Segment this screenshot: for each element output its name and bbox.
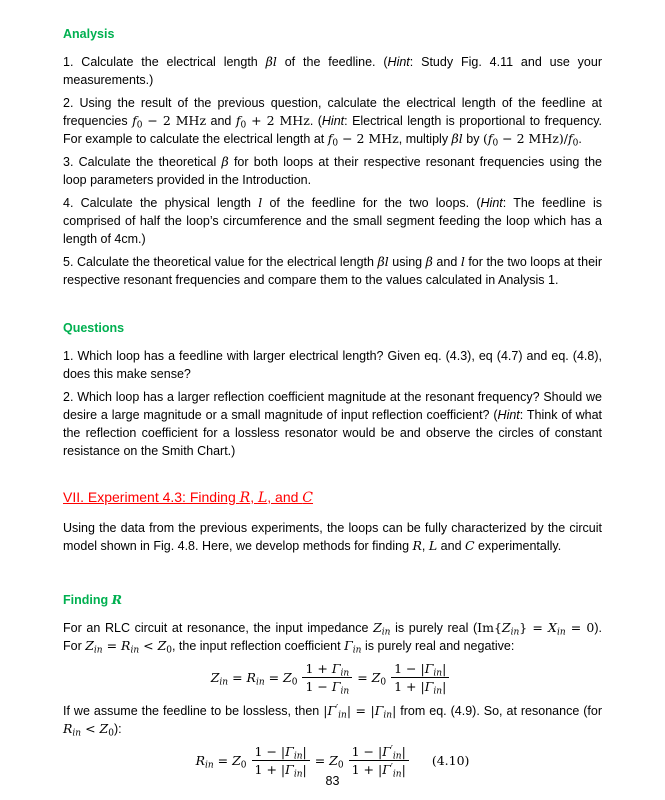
text-run: Finding [63, 593, 112, 607]
finding-r-section [63, 591, 602, 778]
text-run: in [556, 627, 566, 638]
text-run: in [219, 677, 229, 687]
text-run: 4. Calculate the physical length [63, 196, 259, 210]
text-run: = [102, 638, 122, 653]
text-run: . [578, 132, 582, 146]
fraction-numerator [252, 743, 310, 761]
text-run: , multiply [398, 132, 452, 146]
text-run: f [487, 131, 493, 146]
text-run: in [381, 627, 391, 638]
text-run: Z [232, 752, 241, 768]
question-item-2 [63, 388, 602, 460]
text-run: Hint [497, 408, 520, 422]
text-run: . ( [309, 114, 322, 128]
text-run: in [433, 686, 443, 697]
text-run: , the input reflection coefficient [171, 639, 345, 653]
text-run: in [72, 728, 82, 739]
text-run: VII. Experiment 4.3: Finding [63, 489, 240, 505]
text-run: in [510, 627, 520, 638]
text-run: l [258, 195, 263, 210]
text-run: − 2 MHz [142, 113, 207, 128]
text-run: of the feedline for the two loops. ( [262, 196, 481, 210]
text-run: | [302, 744, 307, 759]
text-run: by [462, 132, 483, 146]
text-run: Z [501, 620, 511, 635]
analysis-item-4 [63, 194, 602, 248]
text-run: 1. Which loop has a feedline with larger electrical length? Given eq. (4.3), eq (4.7) and eq. (4.8), does this make sense? [63, 349, 602, 381]
text-run: in [255, 677, 265, 687]
equation-mid [315, 752, 344, 770]
text-run: 0 [492, 138, 499, 149]
experiment-heading [63, 488, 602, 507]
text-run: Γ [285, 744, 294, 759]
text-run: in [93, 645, 103, 656]
text-run: 3. Calculate the theoretical [63, 155, 222, 169]
text-run: 0 [380, 677, 387, 687]
text-run: Hint [321, 114, 345, 128]
text-run: | [401, 744, 406, 759]
text-run: ′ [336, 704, 339, 714]
text-run: : The feedline is comprised of half the loop’s circumference and the small segment feeding the loop which has a length of 4cm.) [63, 196, 603, 246]
text-run: L [257, 490, 268, 506]
questions-section [63, 319, 602, 460]
text-run: } = [519, 620, 549, 635]
text-run: < [81, 721, 100, 736]
text-run: Z [283, 669, 292, 685]
text-run: Z [373, 620, 382, 635]
text-run: X [548, 620, 557, 635]
text-run: − 2 MHz)/ [498, 131, 568, 146]
finding-r-heading [63, 591, 602, 609]
text-run: | [401, 762, 406, 777]
text-run: 0 [291, 677, 298, 687]
text-run: l [460, 254, 465, 269]
text-run: Γ [331, 661, 341, 676]
fraction [391, 660, 449, 695]
text-run: and [206, 114, 236, 128]
text-run: | [323, 703, 328, 718]
text-run: f [567, 131, 573, 146]
text-run: 2. Which loop has a larger reflection coefficient magnitude at the resonant frequency? Should we desire a large magnitude or a small magnitude of input reflection coefficient? ( [63, 390, 602, 422]
text-run: 0 [240, 120, 247, 131]
text-run: : Electrical length is proportional to frequency. For example to calculate the electrical length at [63, 114, 603, 146]
text-run: Γ [424, 661, 434, 676]
text-run: in [293, 769, 303, 780]
text-run: in [352, 645, 362, 656]
fraction-denominator [302, 678, 352, 695]
text-run: and [432, 255, 461, 269]
text-run: is purely real and negative: [361, 639, 515, 653]
text-run: 0 [136, 120, 143, 131]
text-run: Γ [382, 762, 391, 777]
text-run: Γ [382, 744, 391, 759]
text-run: 1 − | [254, 744, 286, 759]
finding-r-paragraph-1 [63, 619, 602, 655]
text-run: in [383, 710, 393, 721]
text-run: R [121, 638, 131, 653]
experiment-section [63, 488, 602, 555]
text-run: for both loops at their respective resonant frequencies using the loop parameters provided in the Introduction. [63, 155, 602, 187]
fraction-numerator [349, 743, 409, 761]
text-run: , [421, 539, 429, 553]
text-run: for the two loops at their respective resonant frequencies and compare them to the values calculated in Analysis 1. [63, 255, 602, 287]
text-run: If we assume the feedline to be lossless, then [63, 704, 324, 718]
text-run: f [132, 113, 137, 128]
text-run: R [195, 752, 205, 768]
text-run: 5. Calculate the theoretical value for the electrical length [63, 255, 378, 269]
equation-number: (4.10) [431, 752, 470, 768]
text-run: Using the data from the previous experiments, the loops can be fully characterized by the circuit model shown in Fig. 4.8. Here, we develop methods for finding [63, 521, 602, 553]
text-run: in [340, 668, 350, 679]
text-run: f [235, 113, 241, 128]
text-run: + 2 MHz [246, 113, 310, 128]
text-run: is purely real ( [390, 621, 478, 635]
analysis-item-1 [63, 53, 602, 89]
text-run: | [442, 679, 447, 694]
text-run: β [425, 254, 433, 269]
text-run: 0 [332, 138, 339, 149]
fraction-denominator [391, 678, 449, 695]
text-run: : Study Fig. 4.11 and use your measurements.) [63, 55, 602, 87]
text-run: in [205, 760, 214, 770]
text-run: βl [451, 131, 463, 146]
text-run: 2. Using the result of the previous question, calculate the electrical length of the feedline at frequencies [63, 96, 602, 128]
text-run: Z [210, 669, 220, 685]
text-run: 0 [337, 760, 344, 770]
analysis-item-3 [63, 153, 602, 189]
text-run: ′ [390, 763, 393, 773]
text-run: Z [85, 638, 94, 653]
analysis-section [63, 25, 602, 289]
page-number: 83 [325, 774, 340, 788]
text-run: ). For [63, 621, 602, 653]
text-run: 1 + | [351, 762, 383, 777]
text-run: Γ [424, 679, 434, 694]
fraction-numerator [391, 660, 449, 678]
text-run: R [246, 669, 256, 685]
text-run: Γ [327, 703, 337, 718]
text-run: 0 [108, 728, 114, 739]
text-run: Im{ [477, 620, 502, 635]
text-run: , [250, 489, 258, 505]
text-run: ( [482, 131, 488, 146]
text-run: in [293, 751, 303, 762]
text-run: = [264, 669, 284, 685]
text-run: 1 − [305, 679, 332, 694]
text-run: R [111, 592, 122, 607]
fraction [302, 660, 352, 695]
text-run: R [239, 490, 251, 506]
text-run: − 2 MHz [338, 131, 399, 146]
equation-mid [357, 669, 386, 687]
text-run: β [221, 154, 229, 169]
text-run: C [302, 490, 314, 506]
equation-input-impedance [63, 660, 602, 695]
text-run: f [327, 131, 333, 146]
text-run: | [392, 703, 397, 718]
text-run: in [130, 645, 140, 656]
text-run: R [63, 721, 73, 736]
text-run: For an RLC circuit at resonance, the input impedance [63, 621, 374, 635]
analysis-item-5 [63, 253, 602, 289]
text-run: = [357, 669, 372, 685]
text-run: R [412, 538, 422, 553]
text-run: Γ [374, 703, 384, 718]
questions-heading: Questions [63, 321, 125, 335]
text-run: in [340, 686, 350, 697]
text-run: = [314, 752, 330, 768]
text-run: Γ [285, 762, 294, 777]
text-run: using [388, 255, 426, 269]
text-run: Hint [480, 196, 503, 210]
text-run: , and [267, 489, 303, 505]
text-run: 0 [572, 138, 579, 149]
question-item-1 [63, 347, 602, 383]
text-run: ): [113, 722, 122, 736]
text-run: in [392, 751, 402, 762]
analysis-heading: Analysis [63, 27, 115, 41]
text-run: experimentally. [474, 539, 562, 553]
text-run: Z [99, 721, 109, 736]
finding-r-paragraph-2 [63, 702, 602, 738]
text-run: 1 − | [351, 744, 383, 759]
text-run: 1. Calculate the electrical length [63, 55, 266, 69]
text-run: L [428, 538, 438, 553]
text-run: < [139, 638, 158, 653]
text-run: βl [377, 254, 389, 269]
text-run: 1 + | [394, 679, 425, 694]
text-run: βl [265, 54, 277, 69]
text-run: C [465, 538, 475, 553]
text-run: 1 + | [254, 762, 286, 777]
text-run: ′ [390, 745, 393, 755]
text-run: Hint [387, 55, 410, 69]
text-run: of the feedline. ( [276, 55, 388, 69]
text-run: | [302, 762, 307, 777]
text-run: Z [329, 752, 338, 768]
text-run: Γ [331, 679, 341, 694]
text-run: 0 [240, 760, 247, 770]
text-run: 1 − | [394, 661, 425, 676]
text-run: | [442, 661, 447, 676]
text-run: 0 [166, 645, 172, 656]
equation-lhs [211, 669, 298, 687]
text-run: = [213, 752, 233, 768]
equation-lhs [196, 752, 247, 770]
fraction-numerator [302, 660, 352, 678]
text-run: = [228, 669, 247, 685]
text-run: Z [371, 669, 381, 685]
text-run: | = | [346, 703, 375, 718]
text-run: in [392, 769, 402, 780]
text-run: Γ [344, 638, 353, 653]
text-run: in [338, 710, 347, 721]
text-run: in [433, 668, 443, 679]
experiment-intro [63, 519, 602, 555]
text-run: 1 + [305, 661, 332, 676]
text-run: Z [157, 638, 167, 653]
text-run: = 0 [565, 620, 595, 635]
text-run: : Think of what the reflection coefficient for a lossless resonator would be and observe the circles of constant resistance on the Smith Chart.) [63, 408, 603, 458]
text-run: from eq. (4.9). So, at resonance (for [396, 704, 602, 718]
text-run: and [437, 539, 465, 553]
analysis-item-2 [63, 94, 602, 148]
